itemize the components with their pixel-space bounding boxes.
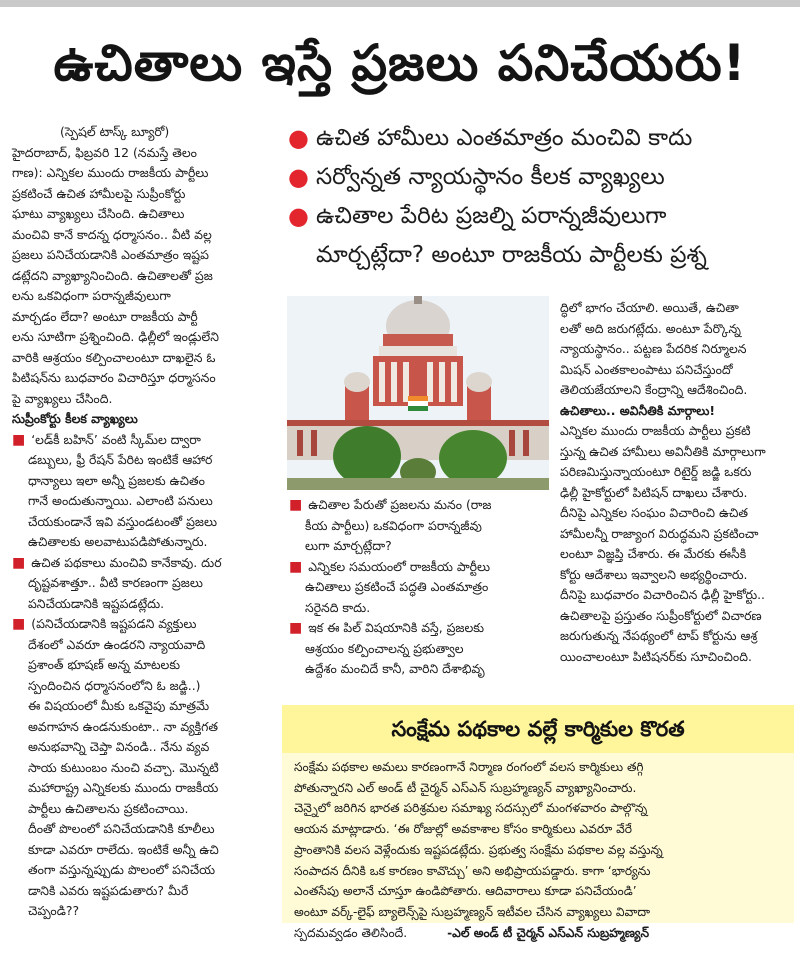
key-points [286, 119, 791, 275]
text-line: లతో అది జరుగట్లేదు. అంటూ పేర్కొన్న [560, 320, 741, 336]
supreme-court-photo [287, 296, 549, 490]
text-line: సంపాదన దీనికి ఒక కారణం కావొచ్చు’ అని అభిప్రాయపడ్డారు. కాగా ‘భార్యను [294, 863, 651, 878]
bullet-line: ■ ఉచితాల పేరుతో ప్రజలను మనం (రాజ [289, 497, 492, 513]
key-point: ● ఉచితాల పేరిట ప్రజల్ని పరాన్నజీవులుగా [286, 197, 791, 236]
section-subheading: సుప్రీంకోర్టు కీలక వ్యాఖ్యలు [12, 411, 138, 426]
text-line: ఉచితాలపై ప్రస్తుతం సుప్రీంకోర్టులో విచారణ [560, 607, 762, 623]
text-line: తెలియజేయాలని కేంద్రాన్ని ఆదేశించింది. [560, 382, 748, 397]
text-line: స్పదమవ్వడం తెలిసిందే. -ఎల్ అండ్ టీ చైర్మన్ ఎస్ఎన్ సుబ్రహ్మణ్యన్ [294, 925, 650, 940]
text-line: సంక్షేమ పథకాల అమలు కారణంగానే నిర్మాణ రంగంలో వలస కార్మికులు తగ్గి [294, 760, 644, 774]
top-rule [0, 0, 800, 7]
text-line: ప్రాంతానికి వలస వెళ్లేందుకు ఇష్టపడట్లేదు. ప్రభుత్వ సంక్షేమ పథకాల వల్ల వస్తున్న [294, 842, 663, 857]
text-line: న్యాయస్థానం.. పట్టణ పేదరిక నిర్మూలన [560, 341, 747, 356]
text-line: అనుభవాన్ని చెప్తా వినండి.. నేను వ్యవ [28, 739, 210, 754]
text-line: సాయ కుటుంబం నుంచి వచ్చా. మొన్నటి [28, 759, 219, 775]
text-line: చేయకుండానే ఇవి వస్తుండటంతో ప్రజలు [28, 513, 218, 529]
text-line: పోతున్నారని ఎల్ అండ్ టీ చైర్మన్ ఎస్ఎన్ సుబ్రహ్మణ్యన్ వ్యాఖ్యానించారు. [294, 780, 637, 795]
bullet-square-icon: ■ [289, 558, 303, 575]
box-signature: -ఎల్ అండ్ టీ చైర్మన్ ఎస్ఎన్ సుబ్రహ్మణ్యన్ [447, 925, 650, 940]
text-line: హైదరాబాద్, ఫిబ్రవరి 12 (నమస్తే తెలం [12, 144, 197, 160]
text-line: ధాన్యాలు ఇలా అన్నీ ప్రజలకు ఉచితం [28, 472, 205, 488]
bullet-icon: ● [288, 163, 309, 191]
key-point: ● సర్వోన్నత న్యాయస్థానం కీలక వ్యాఖ్యలు [286, 158, 791, 197]
text-line: లను సూటిగా ప్రశ్నించింది. ఢిల్లీలో ఇండ్లులేని [12, 329, 219, 344]
text-line: మంచివి కానే కాదన్న ధర్మాసనం.. వీటి వల్ల [12, 226, 212, 242]
bullet-icon: ● [288, 202, 309, 230]
text-line: ఉచితాలు ప్రకటించే పద్ధతి ఎంతమాత్రం [305, 579, 489, 594]
text-line: దీంతో పొలంలో పనిచేయడానికి కూలీలు [28, 821, 215, 836]
text-line: జరుగుతున్న నేపథ్యంలో టాప్ కోర్టును ఆశ్ర [560, 628, 758, 643]
middle-column [289, 495, 491, 680]
right-column [560, 298, 766, 667]
text-line: గాణ): ఎన్నికల ముందు రాజకీయ పార్టీలు [12, 165, 209, 180]
text-line: ప్రకటించే ఉచిత హామీలపై సుప్రీంకోర్టు [12, 185, 186, 201]
text-line: అంటూ వర్క్-లైఫ్ బ్యాలెన్స్‌పై సుబ్రహ్మణ్యన్ ఇటీవల చేసిన వ్యాఖ్యలు వివాదా [294, 904, 651, 919]
text-line: చెన్నైలో జరిగిన భారత పరిశ్రమల సమాఖ్య సదస్సులో మంగళవారం పాల్గొన్న [294, 801, 648, 816]
text-line: చెప్పండి?? [28, 903, 80, 918]
text-line: ద్ధిలో భాగం చేయాలి. అయితే, ఉచితా [560, 300, 739, 315]
box-body [282, 753, 794, 940]
text-line: కూడా ఎవరూ రాలేదు. ఇంటికే అన్నీ ఉచి [28, 841, 219, 857]
text-line: దీనిపై బుధవారం విచారించిన ఢిల్లీ హైకోర్టు.. [560, 587, 765, 602]
text-line: డట్లేదని వ్యాఖ్యానించింది. ఉచితాలతో ప్రజ [12, 267, 213, 283]
text-line: ఈ విషయంలో మీకు ఒకవైపు మాత్రమే [28, 698, 210, 713]
text-line: దృష్టవశాత్తూ.. వీటి కారణంగా ప్రజలు [28, 575, 203, 590]
text-line: యించాలంటూ పిటిషనర్‌కు సూచించింది. [560, 648, 752, 664]
text-line: కీయ పార్టీలు) ఒకవిధంగా పరాన్నజీవు [305, 517, 482, 533]
text-line: లంటూ విజ్ఞప్తి చేశారు. ఈ మేరకు ఈసీకి [560, 546, 747, 561]
byline: (స్పెషల్ టాస్క్ బ్యూరో) [60, 124, 170, 139]
text-line: లుగా మార్చట్లేదా? [305, 538, 392, 553]
bullet-icon: ● [288, 124, 309, 152]
text-line: పై వ్యాఖ్యలు చేసింది. [12, 390, 113, 406]
text-line: మార్చడం లేదా? అంటూ రాజకీయ పార్టీ [12, 308, 198, 324]
key-point-continued: మార్చట్లేదా? అంటూ రాజకీయ పార్టీలకు ప్రశ్న [316, 242, 707, 268]
text-line: ఢిల్లీ హైకోర్టులో పిటిషన్ దాఖలు చేశారు. [560, 484, 748, 500]
text-line: పార్టీలు ఉచితాలను ప్రకటించాయి. [28, 800, 189, 816]
text-line: స్పందించిన ధర్మాసనంలోని ఓ జడ్జి..) [28, 677, 201, 693]
box-text [294, 757, 663, 943]
bullet-line: ■ ‘లడ్‌కీ బహిన్’ వంటి స్కీమ్‌ల ద్వారా [12, 431, 201, 448]
text-line: అవగాహన ఉండనుకుంటా.. నా వ్యక్తిగత [28, 718, 219, 734]
text-line: హామీలన్నీ రాజ్యాంగ విరుద్ధమని ప్రకటించా [560, 525, 759, 541]
text-line: ఎంతసేపు అలానే చూస్తూ ఉండిపోతారు. ఆదివారాలు కూడా పనిచేయండి’ [294, 884, 637, 899]
page-title: ఉచితాలు ఇస్తే ప్రజలు పనిచేయరు! [53, 34, 747, 92]
bullet-square-icon: ■ [289, 497, 303, 513]
text-line: పిటిషన్‌ను బుధవారం విచారిస్తూ ధర్మాసనం [12, 370, 216, 385]
bullet-line: ■ ఎన్నికల సమయంలో రాజకీయ పార్టీలు [289, 558, 491, 575]
text-line: ఉచితాలకు అలవాటుపడిపోతున్నారు. [28, 534, 208, 549]
text-line: మిషన్ ఎంతకాలంపాటు పనిచేస్తుందో [560, 361, 733, 377]
text-line: ఘాటు వ్యాఖ్యలు చేసింది. ఉచితాలు [12, 206, 185, 221]
bullet-square-icon: ■ [12, 554, 26, 571]
text-line: సరైనది కాదు. [305, 599, 371, 615]
bullet-line: ■ (పనిచేయడానికి ఇష్టపడని వ్యక్తులు [12, 616, 197, 632]
bullet-square-icon: ■ [289, 620, 303, 636]
text-line: దీనిపై ఎన్నికల సంఘం విచారించి ఉచిత [560, 505, 748, 520]
bullet-square-icon: ■ [12, 431, 26, 448]
supreme-court-building-illustration [287, 296, 549, 490]
bullet-line: ■ ఇక ఈ పిల్ విషయానికి వస్తే, ప్రజలకు [289, 620, 485, 636]
key-point: ● ఉచిత హామీలు ఎంతమాత్రం మంచివి కాదు [286, 119, 791, 158]
left-column [12, 122, 222, 922]
text-line: ఎన్నికల ముందు రాజకీయ పార్టీలు ప్రకటి [560, 423, 751, 438]
bullet-line: ■ ఉచిత పథకాలు మంచివి కానేకావు. దుర [12, 554, 222, 571]
text-line: ఆశ్రయం కల్పించాలన్న ప్రభుత్వాల [305, 640, 464, 656]
section-subheading: ఉచితాలు.. అవినీతికి మార్గాలు! [560, 402, 716, 418]
text-line: ప్రశాంత్ భూషణ్ అన్న మాటలకు [28, 657, 181, 672]
text-line: ఆయన మాట్లాడారు. ‘ఈ రోజుల్లో అవకాశాల కోసం కార్మికులు ఎవరూ వేరే [294, 822, 632, 837]
text-line: ఉద్దేశం మంచిదే కానీ, వారిని దేశాభివృ [305, 661, 485, 676]
text-line: పరిణమిస్తున్నాయంటూ రిటైర్డ్ జడ్జి ఒకరు [560, 464, 752, 479]
text-line: మహారాష్ట్ర ఎన్నికలకు ముందు రాజకీయ [28, 780, 219, 795]
bullet-square-icon: ■ [12, 616, 26, 632]
text-line: డబ్బులు, ఫ్రీ రేషన్ పేరిట ఇంటికే ఆహార [28, 452, 213, 467]
text-line: స్తున్న ఉచిత హామీలు అవినీతికి మార్గాలుగా [560, 443, 766, 459]
text-line: లను ఒకవిధంగా పరాన్నజీవులుగా [12, 288, 171, 303]
text-line: దేశంలో ఎవరూ ఉండరని న్యాయవాది [28, 636, 206, 652]
text-line: ప్రజలు పనిచేయడానికి ఎంతమాత్రం ఇష్టప [12, 247, 209, 262]
text-line: కోర్టు ఆదేశాలు ఇవ్వాలని అభ్యర్థించారు. [560, 566, 748, 582]
text-line: పనిచేయడానికి ఇష్టపడట్లేదు. [28, 595, 165, 611]
text-line: డానికి ఎవరు ఇష్టపడుతారు? మీరే [28, 882, 189, 898]
text-line: తంగా వస్తున్నప్పుడు పొలంలో పనిచేయ [28, 862, 216, 877]
text-line: వారికి ఆశ్రయం కల్పించాలంటూ దాఖలైన ఓ [12, 349, 216, 365]
text-line: గానే అందుతున్నాయి. ఎలాంటి పనులు [28, 493, 213, 508]
box-title: సంక్షేమ పథకాల వల్లే కార్మికుల కొరత [282, 705, 794, 753]
